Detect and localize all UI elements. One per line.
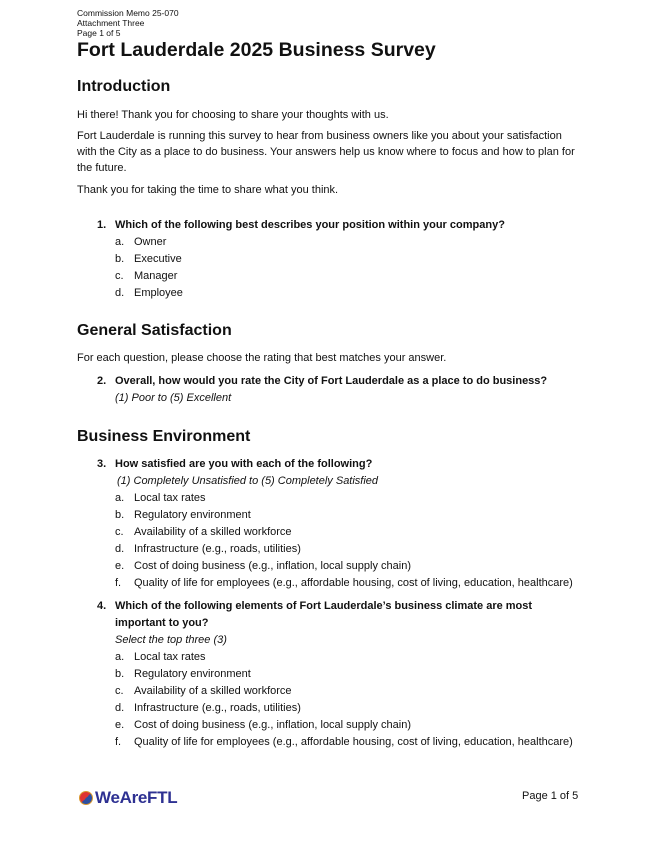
document-title: Fort Lauderdale 2025 Business Survey: [77, 39, 436, 61]
intro-greeting: Hi there! Thank you for choosing to share your thoughts with us.: [77, 109, 389, 121]
option-label: Cost of doing business (e.g., inflation, local supply chain): [134, 560, 411, 572]
business-environment-heading: Business Environment: [77, 428, 251, 445]
footer-page-number: Page 1 of 5: [522, 790, 579, 802]
general-satisfaction-heading: General Satisfaction: [77, 322, 232, 339]
option-label: Employee: [134, 287, 183, 299]
option-label: Quality of life for employees (e.g., affordable housing, cost of living, education, healthcare): [134, 736, 573, 748]
option-letter: e.: [115, 560, 125, 572]
wearefl-logo: [79, 789, 177, 806]
memo-label: Commission Memo 25-070: [77, 8, 179, 18]
rating-scale: (1) Poor to (5) Excellent: [115, 392, 232, 404]
option-label: Owner: [134, 236, 167, 248]
option-letter: a.: [115, 651, 125, 663]
intro-body-line: with the City as a place to do business. Your answers help us know where to focus and how to plan for: [77, 146, 575, 158]
option-letter: d.: [115, 702, 125, 714]
option-label: Infrastructure (e.g., roads, utilities): [134, 702, 301, 714]
question-number: 4.: [97, 600, 107, 612]
intro-body-line: the future.: [77, 162, 127, 174]
option-label: Regulatory environment: [134, 509, 251, 521]
option-letter: c.: [115, 526, 124, 538]
question-text: How satisfied are you with each of the following?: [115, 458, 373, 470]
option-label: Regulatory environment: [134, 668, 251, 680]
question-text: Which of the following elements of Fort Lauderdale’s business climate are most: [115, 600, 533, 612]
introduction-heading: Introduction: [77, 78, 171, 95]
option-letter: b.: [115, 668, 125, 680]
question-text: Overall, how would you rate the City of Fort Lauderdale as a place to do business?: [115, 375, 548, 387]
logo-mark-icon: [79, 791, 93, 805]
option-label: Local tax rates: [134, 651, 206, 663]
option-label: Executive: [134, 253, 182, 265]
option-label: Availability of a skilled workforce: [134, 685, 292, 697]
attachment-label: Attachment Three: [77, 18, 145, 28]
option-label: Availability of a skilled workforce: [134, 526, 292, 538]
logo-text: WeAreFTL: [95, 788, 178, 807]
question-number: 3.: [97, 458, 107, 470]
option-letter: b.: [115, 253, 125, 265]
option-letter: f.: [115, 577, 122, 589]
general-instruction: For each question, please choose the rating that best matches your answer.: [77, 352, 447, 364]
question-text: Which of the following best describes your position within your company?: [115, 219, 505, 231]
question-text: important to you?: [115, 617, 209, 629]
option-label: Infrastructure (e.g., roads, utilities): [134, 543, 301, 555]
option-letter: a.: [115, 236, 125, 248]
header-page-label: Page 1 of 5: [77, 28, 121, 38]
option-letter: e.: [115, 719, 125, 731]
option-letter: f.: [115, 736, 122, 748]
intro-thanks: Thank you for taking the time to share what you think.: [77, 184, 339, 196]
option-letter: c.: [115, 685, 124, 697]
intro-body-line: Fort Lauderdale is running this survey to hear from business owners like you about your satisfaction: [77, 130, 562, 142]
option-label: Quality of life for employees (e.g., affordable housing, cost of living, education, healthcare): [134, 577, 573, 589]
option-letter: a.: [115, 492, 125, 504]
option-label: Manager: [134, 270, 178, 282]
question-number: 2.: [97, 375, 107, 387]
question-instruction: Select the top three (3): [115, 634, 227, 646]
option-label: Cost of doing business (e.g., inflation, local supply chain): [134, 719, 411, 731]
question-number: 1.: [97, 219, 107, 231]
option-letter: b.: [115, 509, 125, 521]
rating-scale: (1) Completely Unsatisfied to (5) Completely Satisfied: [117, 475, 379, 487]
option-letter: d.: [115, 543, 125, 555]
option-letter: d.: [115, 287, 125, 299]
option-label: Local tax rates: [134, 492, 206, 504]
option-letter: c.: [115, 270, 124, 282]
